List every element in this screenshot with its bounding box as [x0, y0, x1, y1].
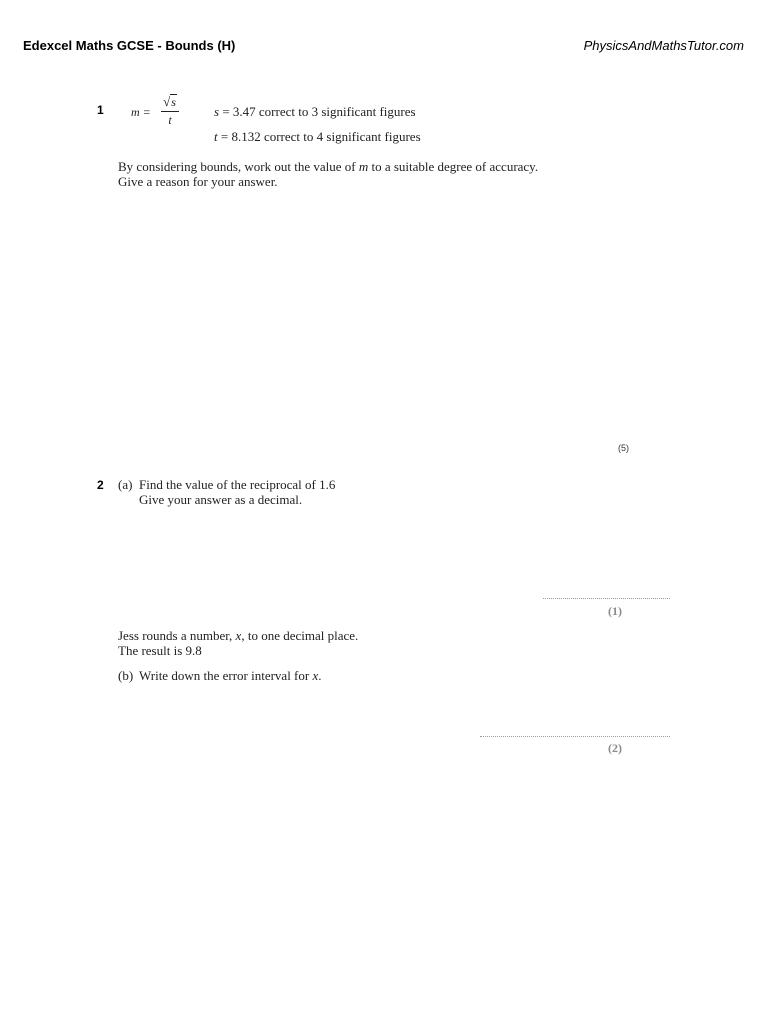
question-2a-instruction: Give your answer as a decimal.	[139, 492, 303, 507]
question-2b-answer-line[interactable]	[480, 736, 670, 737]
question-2-stem-line2: The result is 9.8	[118, 643, 202, 658]
question-1-instruction: By considering bounds, work out the value of m to a suitable degree of accuracy.	[118, 159, 539, 174]
question-2-stem-line1: Jess rounds a number, x, to one decimal place.	[118, 628, 359, 643]
formula-lhs: m =	[131, 105, 151, 119]
sqrt-icon: √	[163, 94, 171, 109]
question-2b-marks: (2)	[608, 741, 622, 755]
page-header-title: Edexcel Maths GCSE - Bounds (H)	[23, 38, 236, 53]
question-2a-label: (a)	[118, 477, 133, 492]
formula-numerator: √s	[163, 94, 176, 109]
question-2b-text: Write down the error interval for x.	[139, 668, 322, 683]
question-2a-text: Find the value of the reciprocal of 1.6	[139, 477, 336, 492]
question-2b-label: (b)	[118, 668, 134, 683]
question-1-s-condition: s = 3.47 correct to 3 significant figures	[214, 104, 416, 119]
question-1-number: 1	[97, 103, 104, 117]
formula-denominator: t	[168, 113, 172, 127]
formula-fraction	[161, 94, 179, 128]
page-header-site: PhysicsAndMathsTutor.com	[583, 38, 744, 53]
question-2-number: 2	[97, 478, 104, 492]
question-1-t-condition: t = 8.132 correct to 4 significant figures	[214, 129, 421, 144]
question-2a-marks: (1)	[608, 604, 622, 618]
question-2a-answer-line[interactable]	[543, 598, 670, 599]
question-1-marks: (5)	[618, 443, 629, 453]
question-1-reason: Give a reason for your answer.	[118, 174, 278, 189]
question-1-formula	[131, 94, 191, 134]
fraction-bar	[161, 111, 179, 112]
